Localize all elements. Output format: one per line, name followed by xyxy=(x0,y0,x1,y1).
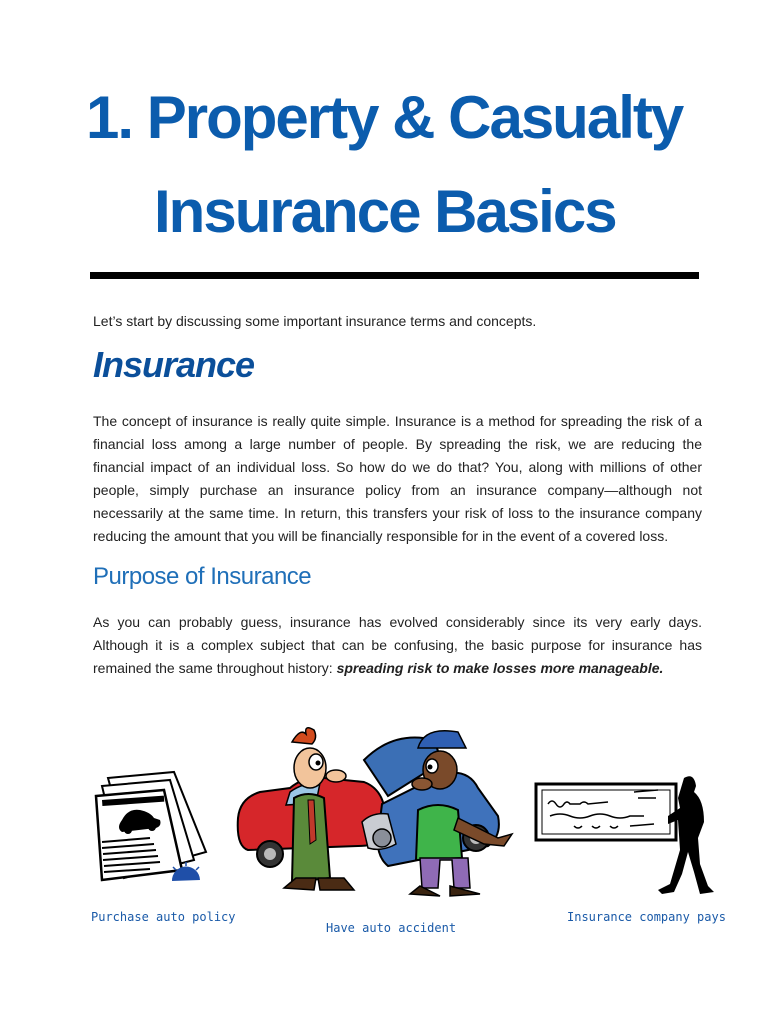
page-title-line-1: 1. Property & Casualty xyxy=(86,84,683,151)
caption-auto-accident: Have auto accident xyxy=(326,921,457,935)
caption-company-pays: Insurance company pays xyxy=(567,910,726,924)
title-divider xyxy=(90,272,699,279)
page-title-line-2: Insurance Basics xyxy=(154,178,616,245)
auto-accident-illustration xyxy=(232,726,514,907)
section-heading-purpose: Purpose of Insurance xyxy=(93,563,312,590)
insurance-policy-icon xyxy=(94,768,210,889)
intro-text: Let’s start by discussing some important insurance terms and concepts. xyxy=(93,313,537,329)
purpose-paragraph-lead: As you can probably guess, insurance has evolved considerably since its very early days. Although it is a complex subject that can be confusing, the basic purpose for insurance has remained the same throughout history: xyxy=(93,614,702,676)
purpose-paragraph xyxy=(93,611,702,680)
insurance-paragraph: The concept of insurance is really quite simple. Insurance is a method for spreading the risk of a financial loss among a large number of people. By spreading the risk, we are reducing the financial impact of an individual loss. So how do we do that? You, along with millions of other people, simply purchase an insurance policy from an insurance company—although not necessarily at the same time. In return, this transfers your risk of loss to the insurance company reducing the amount that you will be financially responsible for in the event of a covered loss. xyxy=(93,413,702,544)
purpose-emphasis: spreading risk to make losses more manageable. xyxy=(336,660,664,676)
section-heading-insurance: Insurance xyxy=(93,344,255,385)
caption-purchase-policy: Purchase auto policy xyxy=(91,910,236,924)
insurance-check-illustration xyxy=(534,770,714,905)
